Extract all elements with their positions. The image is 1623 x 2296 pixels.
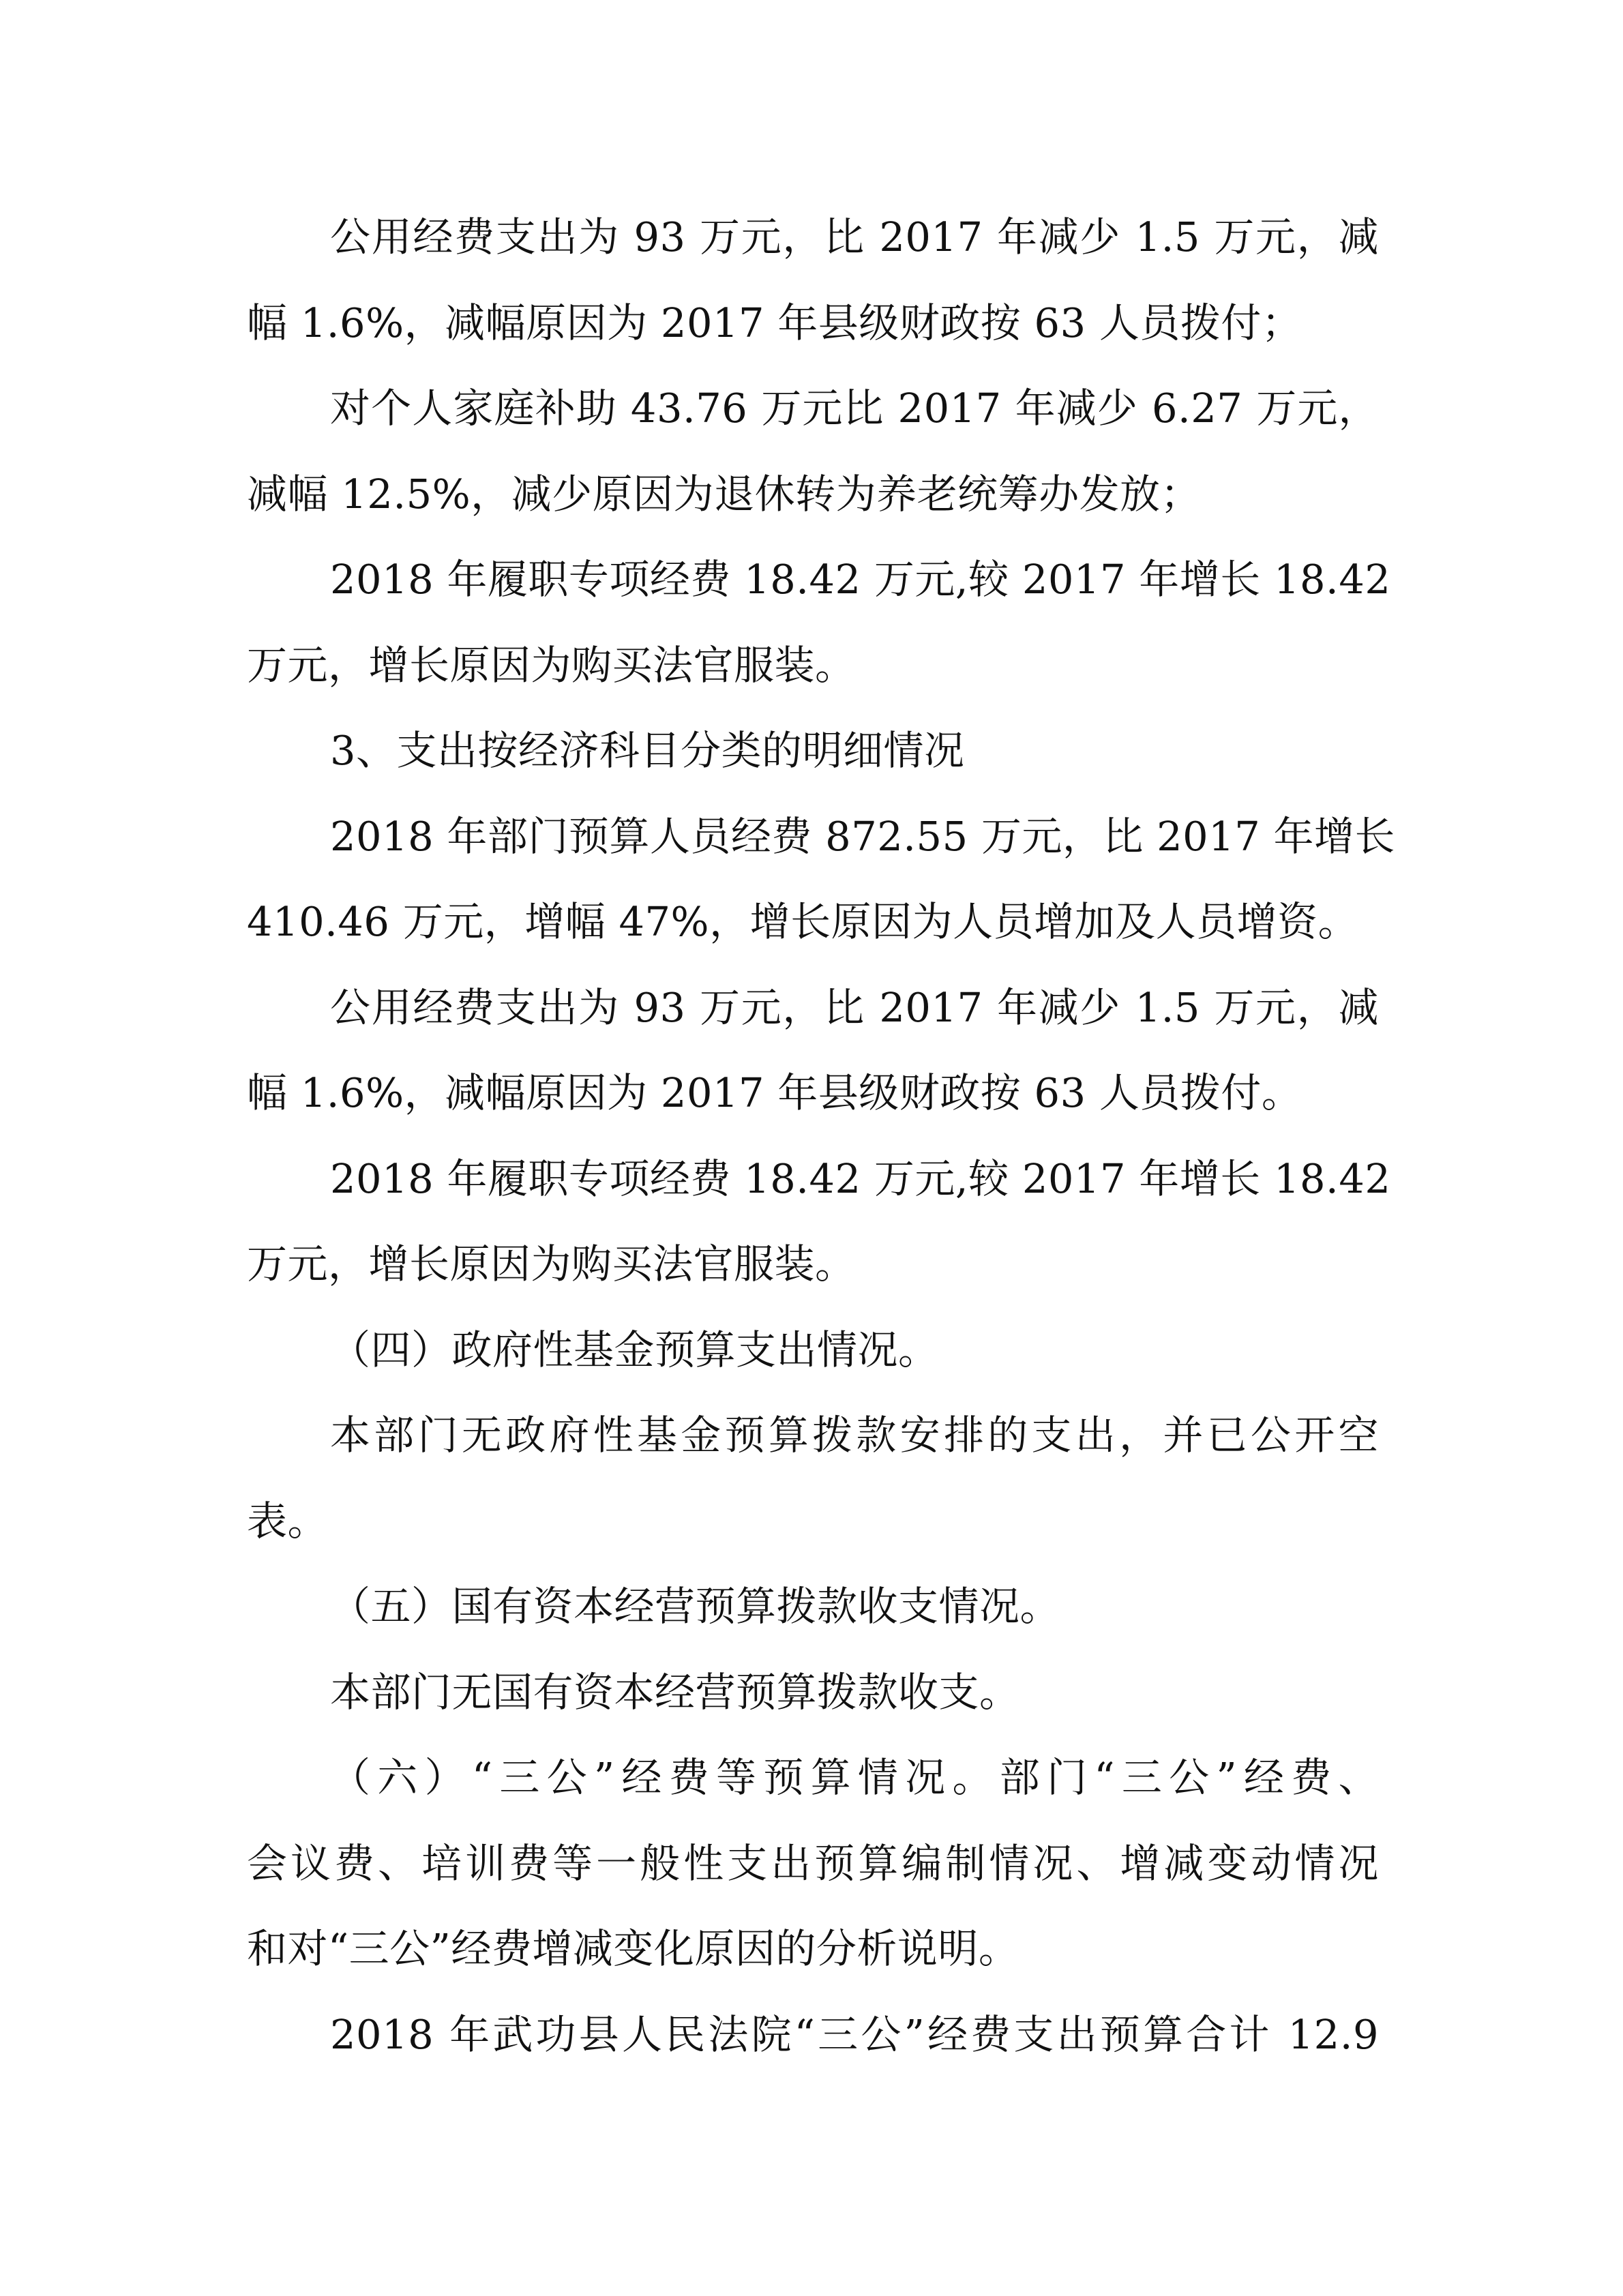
text-line-2: 幅 1.6%，减幅原因为 2017 年县级财政按 63 人员拨付； bbox=[247, 299, 1302, 346]
section-heading-6: （六）“三公”经费等预算情况。部门“三公”经费、 bbox=[330, 1754, 1379, 1801]
text-line-13: 万元，增长原因为购买法官服装。 bbox=[247, 1240, 856, 1287]
text-line-21: 和对“三公”经费增减变化原因的分析说明。 bbox=[247, 1925, 1019, 1972]
text-line-22: 2018 年武功县人民法院“三公”经费支出预算合计 12.9 bbox=[330, 2010, 1379, 2058]
text-line-12: 2018 年履职专项经费 18.42 万元,较 2017 年增长 18.42 bbox=[330, 1154, 1391, 1202]
text-line-10: 公用经费支出为 93 万元，比 2017 年减少 1.5 万元，减 bbox=[330, 983, 1379, 1031]
text-line-1: 公用经费支出为 93 万元，比 2017 年减少 1.5 万元，减 bbox=[330, 213, 1379, 260]
text-line-8: 2018 年部门预算人员经费 872.55 万元，比 2017 年增长 bbox=[330, 812, 1396, 860]
text-line-3: 对个人家庭补助 43.76 万元比 2017 年减少 6.27 万元， bbox=[330, 385, 1379, 432]
body-text bbox=[247, 194, 1396, 2077]
text-line-6: 万元，增长原因为购买法官服装。 bbox=[247, 641, 856, 689]
section-heading-3: 3、支出按经济科目分类的明细情况 bbox=[330, 727, 965, 774]
section-heading-5: （五）国有资本经营预算拨款收支情况。 bbox=[330, 1583, 1061, 1630]
text-line-4: 减幅 12.5%，减少原因为退休转为养老统筹办发放； bbox=[247, 470, 1202, 518]
text-line-16: 表。 bbox=[247, 1497, 329, 1545]
text-line-11: 幅 1.6%，减幅原因为 2017 年县级财政按 63 人员拨付。 bbox=[247, 1069, 1302, 1116]
text-line-18: 本部门无国有资本经营预算拨款收支。 bbox=[330, 1668, 1020, 1716]
text-line-5: 2018 年履职专项经费 18.42 万元,较 2017 年增长 18.42 bbox=[330, 556, 1391, 603]
text-line-20: 会议费、培训费等一般性支出预算编制情况、增减变动情况 bbox=[247, 1839, 1379, 1887]
section-heading-4: （四）政府性基金预算支出情况。 bbox=[330, 1326, 939, 1373]
text-line-15: 本部门无政府性基金预算拨款安排的支出，并已公开空 bbox=[330, 1412, 1379, 1459]
text-line-9: 410.46 万元，增幅 47%，增长原因为人员增加及人员增资。 bbox=[247, 898, 1359, 945]
